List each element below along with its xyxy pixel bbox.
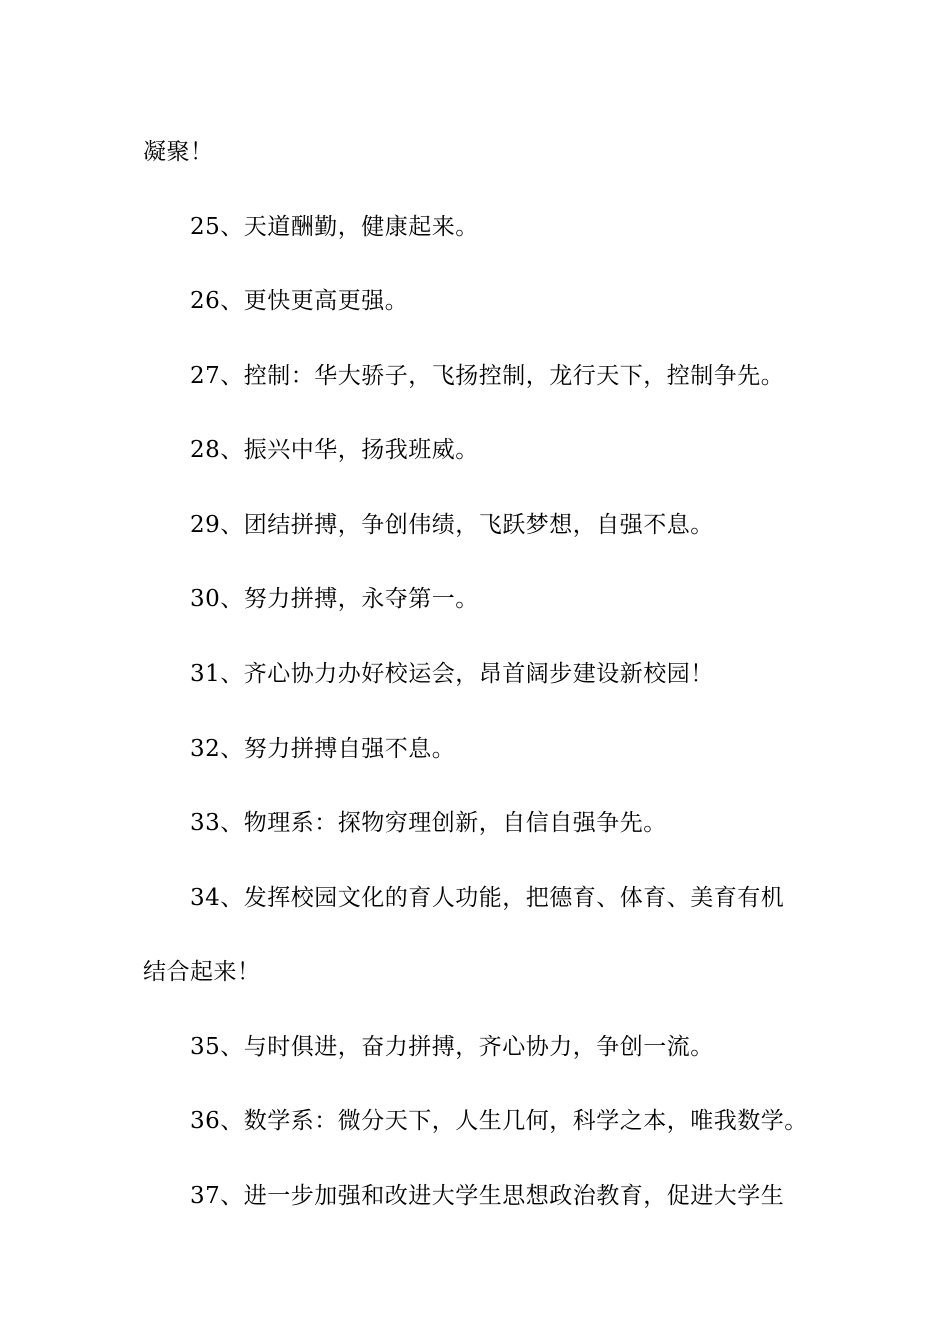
slogan-25: 25、天道酬勤，健康起来。 [190,214,479,240]
slogan-34: 34、发挥校园文化的育人功能，把德育、体育、美育有机 [190,885,785,911]
slogan-28: 28、振兴中华，扬我班威。 [190,437,479,463]
slogan-36: 36、数学系：微分天下，人生几何，科学之本，唯我数学。 [190,1108,808,1134]
slogan-26: 26、更快更高更强。 [190,288,409,314]
slogan-35: 35、与时俱进，奋力拼搏，齐心协力，争创一流。 [190,1034,714,1060]
slogan-27: 27、控制：华大骄子，飞扬控制，龙行天下，控制争先。 [190,363,785,389]
slogan-37: 37、进一步加强和改进大学生思想政治教育，促进大学生 [190,1183,785,1209]
slogan-34-continuation: 结合起来！ [143,959,261,985]
slogan-31: 31、齐心协力办好校运会，昂首阔步建设新校园！ [190,661,714,687]
slogan-29: 29、团结拼搏，争创伟绩，飞跃梦想，自强不息。 [190,512,714,538]
slogan-32: 32、努力拼搏自强不息。 [190,736,456,762]
slogan-33: 33、物理系：探物穷理创新，自信自强争先。 [190,810,667,836]
text-line-continuation: 凝聚！ [143,139,214,165]
slogan-30: 30、努力拼搏，永夺第一。 [190,586,479,612]
